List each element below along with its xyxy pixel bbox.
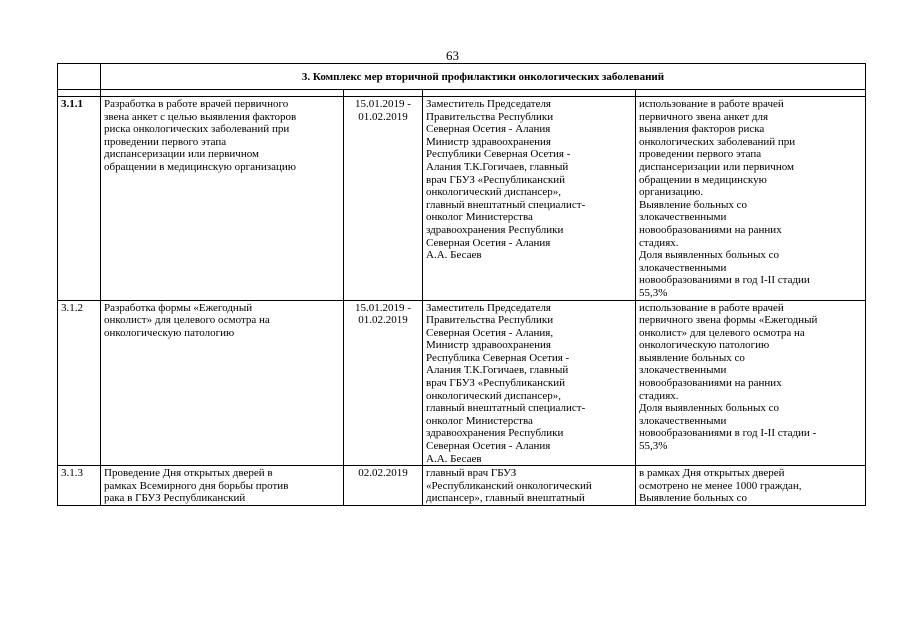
cell-line: 01.02.2019	[358, 110, 408, 123]
measures-table	[57, 63, 866, 506]
responsible-cell	[423, 97, 636, 301]
dates-cell	[347, 467, 419, 505]
cell-line: главный внештатный специалист-	[426, 198, 586, 211]
cell-line: 15.01.2019 -	[355, 98, 411, 110]
cell-line: 01.02.2019	[358, 314, 408, 327]
cell-line: Министр здравоохранения	[426, 135, 551, 148]
cell-line: Северная Осетия - Алания	[426, 236, 551, 249]
cell-line: Алания Т.К.Гогичаев, главный	[426, 364, 569, 377]
cell-line: в рамках Дня открытых дверей	[639, 467, 785, 480]
cell-line: первичного звена формы «Ежегодный	[639, 314, 818, 327]
cell-line: первичного звена анкет для	[639, 110, 769, 123]
result-cell	[639, 467, 862, 505]
cell-line: Доля выявленных больных со	[639, 402, 780, 415]
cell-line: здравоохранения Республики	[426, 427, 564, 440]
responsible-cell	[426, 467, 632, 505]
responsible-cell-wrapper	[423, 466, 636, 506]
table-row	[58, 466, 866, 506]
cell-line: онколог Министерства	[426, 211, 533, 224]
heading-empty-cell	[58, 64, 101, 90]
cell-line: новообразованиями в год I-II стадии -	[639, 427, 817, 440]
cell-line: 55,3%	[639, 286, 668, 299]
cell-line: Северная Осетия - Алания	[426, 440, 551, 453]
cell-line: рамках Всемирного дня борьбы против	[104, 479, 289, 492]
spacer-cell	[58, 90, 101, 97]
cell-line: онкологический диспансер»,	[426, 389, 562, 402]
cell-line: врач ГБУЗ «Республиканский	[426, 377, 566, 390]
cell-line: здравоохранения Республики	[426, 223, 564, 236]
cell-line: обращении в медицинскую организацию	[104, 160, 296, 173]
page-number: 63	[446, 48, 459, 63]
cell-line: злокачественными	[639, 211, 727, 224]
row-number: 3.1.2	[58, 300, 101, 466]
cell-line: 02.02.2019	[358, 467, 408, 480]
cell-line: А.А. Бесаев	[426, 452, 482, 465]
cell-line: онколист» для целевого осмотра на	[104, 314, 270, 327]
cell-line: Республика Северная Осетия -	[426, 351, 570, 364]
task-cell	[101, 97, 344, 301]
spacer-cell	[636, 90, 866, 97]
table-row	[58, 97, 866, 301]
cell-line: диспансеризации или первичном	[104, 148, 259, 161]
cell-line: диспансер», главный внештатный	[426, 492, 585, 505]
task-cell	[101, 300, 344, 466]
cell-line: «Республиканский онкологический	[426, 479, 592, 492]
cell-line: выявления факторов риска	[639, 123, 765, 136]
cell-line: онкологическую патологию	[639, 339, 770, 352]
cell-line: Выявление больных со	[639, 492, 747, 505]
cell-line: онкологических заболеваний при	[639, 135, 796, 148]
cell-line: Северная Осетия - Алания,	[426, 326, 554, 339]
cell-line: использование в работе врачей	[639, 301, 784, 314]
cell-line: Правительства Республики	[426, 110, 554, 123]
cell-line: Выявление больных со	[639, 198, 747, 211]
result-cell-wrapper	[636, 466, 866, 506]
section-heading-row	[58, 64, 866, 90]
cell-line: Разработка формы «Ежегодный	[104, 301, 253, 314]
cell-line: Разработка в работе врачей первичного	[104, 98, 289, 110]
result-cell	[636, 97, 866, 301]
spacer-cell	[101, 90, 344, 97]
cell-line: стадиях.	[639, 236, 679, 249]
cell-line: использование в работе врачей	[639, 98, 784, 110]
cell-line: главный внештатный специалист-	[426, 402, 586, 415]
row-number: 3.1.1	[58, 97, 101, 301]
cell-line: Правительства Республики	[426, 314, 554, 327]
row-number: 3.1.3	[58, 466, 101, 506]
cell-line: Северная Осетия - Алания	[426, 123, 551, 136]
cell-line: организацию.	[639, 186, 704, 199]
task-cell-wrapper	[101, 466, 344, 506]
cell-line: онкологическую патологию	[104, 326, 235, 339]
task-cell	[104, 467, 340, 505]
cell-line: новообразованиями на ранних	[639, 377, 782, 390]
cell-line: стадиях.	[639, 389, 679, 402]
cell-line: злокачественными	[639, 364, 727, 377]
table-row	[58, 300, 866, 466]
cell-line: Республики Северная Осетия -	[426, 148, 571, 161]
result-cell	[636, 300, 866, 466]
cell-line: Министр здравоохранения	[426, 339, 551, 352]
dates-cell	[344, 97, 423, 301]
cell-line: злокачественными	[639, 261, 727, 274]
cell-line: рака в ГБУЗ Республиканский	[104, 492, 246, 505]
spacer-cell	[344, 90, 423, 97]
cell-line: Заместитель Председателя	[426, 98, 551, 110]
cell-line: Алания Т.К.Гогичаев, главный	[426, 160, 569, 173]
cell-line: онколог Министерства	[426, 414, 533, 427]
cell-line: врач ГБУЗ «Республиканский	[426, 173, 566, 186]
section-title: 3. Комплекс мер вторичной профилактики онкологических заболеваний	[101, 64, 866, 90]
cell-line: диспансеризации или первичном	[639, 160, 794, 173]
cell-line: осмотрено не менее 1000 граждан,	[639, 479, 802, 492]
cell-line: главный врач ГБУЗ	[426, 467, 517, 480]
dates-cell	[344, 300, 423, 466]
cell-line: 15.01.2019 -	[355, 301, 411, 314]
cell-line: Проведение Дня открытых дверей в	[104, 467, 273, 480]
cell-line: проведении первого этапа	[639, 148, 762, 161]
cell-line: А.А. Бесаев	[426, 249, 482, 262]
cell-line: выявление больных со	[639, 351, 745, 364]
responsible-cell	[423, 300, 636, 466]
cell-line: новообразованиями в год I-II стадии	[639, 274, 810, 287]
cell-line: онкологический диспансер»,	[426, 186, 562, 199]
cell-line: Заместитель Председателя	[426, 301, 551, 314]
dates-cell-wrapper	[344, 466, 423, 506]
cell-line: новообразованиями на ранних	[639, 223, 782, 236]
spacer-row	[58, 90, 866, 97]
cell-line: злокачественными	[639, 414, 727, 427]
cell-line: звена анкет с целью выявления факторов	[104, 110, 297, 123]
cell-line: проведении первого этапа	[104, 135, 227, 148]
cell-line: риска онкологических заболеваний при	[104, 123, 290, 136]
cell-line: онколист» для целевого осмотра на	[639, 326, 805, 339]
cell-line: обращении в медицинскую	[639, 173, 767, 186]
cell-line: 55,3%	[639, 440, 668, 453]
cell-line: Доля выявленных больных со	[639, 249, 780, 262]
spacer-cell	[423, 90, 636, 97]
